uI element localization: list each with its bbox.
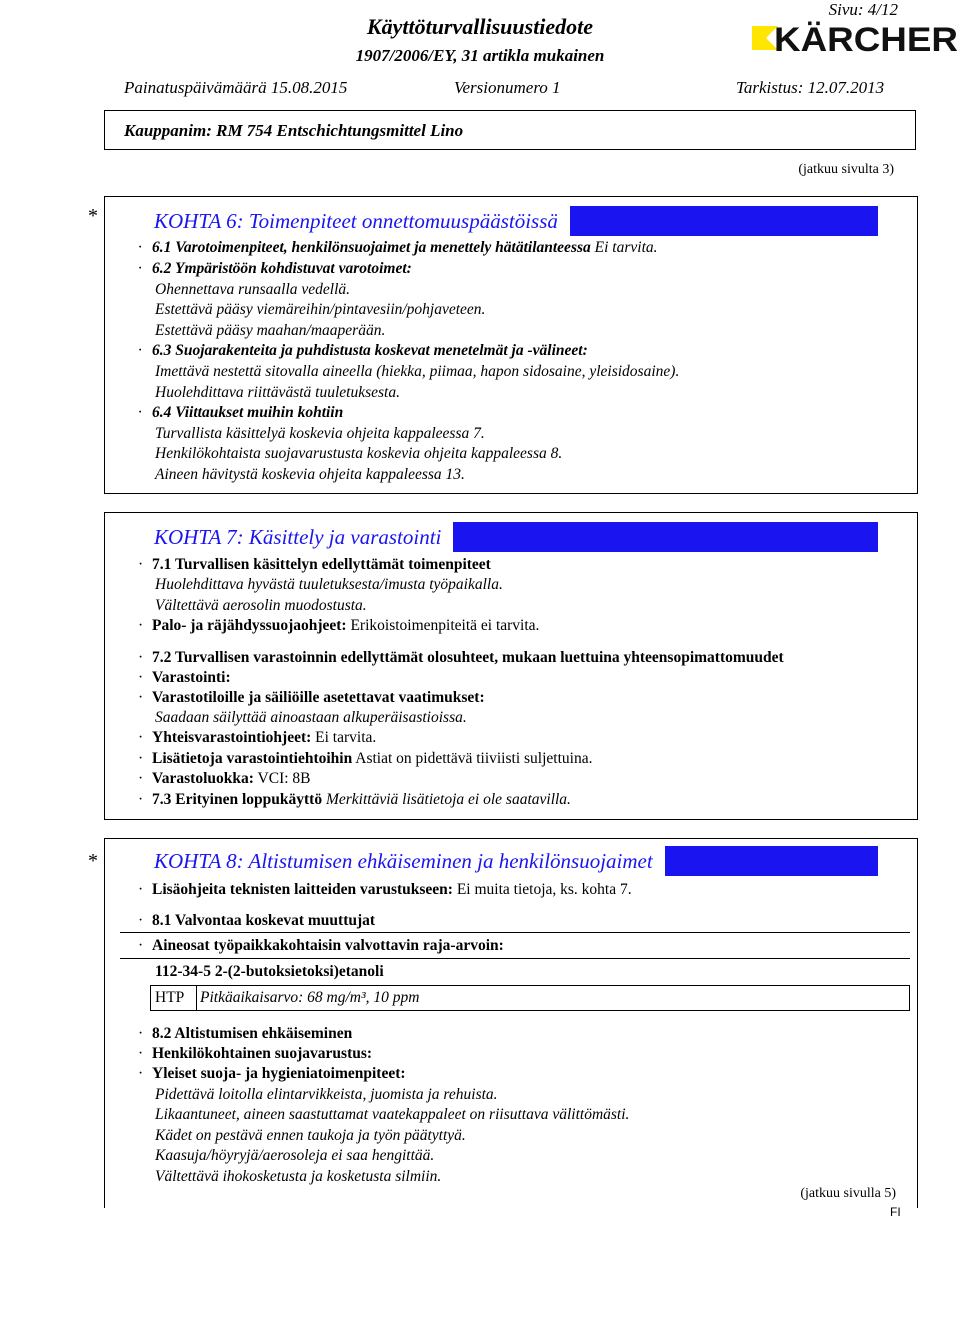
ppe-heading: · Henkilökohtainen suojavarustus: xyxy=(138,1045,373,1062)
item-6-4-line-3: Aineen hävitystä koskevia ohjeita kappaleessa 13. xyxy=(155,466,465,483)
technical-measures: · Lisäohjeita teknisten laitteiden varustukseen: Ei muita tietoja, ks. kohta 7. xyxy=(138,881,632,898)
limit-values-heading: · Aineosat työpaikkakohtaisin valvottavin raja-arvoin: xyxy=(138,937,504,954)
storage-extra: · Lisätietoja varastointiehtoihin Astiat on pidettävä tiiviisti suljettuina. xyxy=(138,750,593,767)
product-name: Kauppanim: RM 754 Entschichtungsmittel Lino xyxy=(124,121,464,140)
section-8-title: KOHTA 8: Altistumisen ehkäiseminen ja henkilönsuojaimet xyxy=(124,846,665,876)
storage-requirements: · Varastotiloille ja säiliöille asetettavat vaatimukset: xyxy=(138,689,485,706)
table-rule xyxy=(120,958,910,959)
svg-text:KÄRCHER: KÄRCHER xyxy=(774,21,958,58)
substance-name: 112-34-5 2-(2-butoksietoksi)etanoli xyxy=(155,963,384,980)
storage-requirements-value: Saadaan säilyttää ainoastaan alkuperäisastioissa. xyxy=(155,709,467,726)
item-7-1: · 7.1 Turvallisen käsittelyn edellyttämät toimenpiteet xyxy=(138,556,491,573)
storage-class: · Varastoluokka: VCI: 8B xyxy=(138,770,311,787)
item-6-4-line-1: Turvallista käsittelyä koskevia ohjeita kappaleessa 7. xyxy=(155,425,485,442)
htp-value: Pitkäaikaisarvo: 68 mg/m³, 10 ppm xyxy=(200,989,420,1006)
item-8-1: · 8.1 Valvontaa koskevat muuttujat xyxy=(138,912,376,929)
item-8-2: · 8.2 Altistumisen ehkäiseminen xyxy=(138,1025,353,1042)
item-6-1: · 6.1 Varotoimenpiteet, henkilönsuojaimet ja menettely hätätilanteessa Ei tarvita. xyxy=(138,239,658,256)
item-6-2-line-3: Estettävä pääsy maahan/maaperään. xyxy=(155,322,386,339)
section-6-title: KOHTA 6: Toimenpiteet onnettomuuspäästöissä xyxy=(124,206,570,236)
item-6-2-line-1: Ohennettava runsaalla vedellä. xyxy=(155,281,350,298)
item-7-1-line-1: Huolehdittava hyvästä tuuletuksesta/imusta työpaikalla. xyxy=(155,576,503,593)
section-6-bar xyxy=(124,206,896,236)
item-7-2: · 7.2 Turvallisen varastoinnin edellyttämät olosuhteet, mukaan luettuina yhteensopimattomuudet xyxy=(138,649,784,666)
section-7-bar xyxy=(124,522,896,552)
joint-storage: · Yhteisvarastointiohjeet: Ei tarvita. xyxy=(138,729,377,746)
document-subtitle: 1907/2006/EY, 31 artikla mukainen xyxy=(355,46,605,65)
change-marker: * xyxy=(88,850,98,872)
hygiene-heading: · Yleiset suoja- ja hygieniatoimenpiteet: xyxy=(138,1065,406,1082)
karcher-logo xyxy=(752,18,960,58)
language-code: FI xyxy=(890,1205,901,1219)
section-7-title: KOHTA 7: Käsittely ja varastointi xyxy=(124,522,453,552)
continued-from: (jatkuu sivulta 3) xyxy=(798,162,894,177)
hygiene-line-2: Likaantuneet, aineen saastuttamat vaatekappaleet on riisuttava välittömästi. xyxy=(155,1106,630,1123)
hygiene-line-3: Kädet on pestävä ennen taukoja ja työn päätyttyä. xyxy=(155,1127,466,1144)
document-title: Käyttöturvallisuustiedote xyxy=(366,14,594,39)
item-6-2: · 6.2 Ympäristöön kohdistuvat varotoimet: xyxy=(138,260,412,277)
item-6-3-line-1: Imettävä nestettä sitovalla aineella (hiekka, piimaa, hapon sidosaine, yleisidosaine). xyxy=(155,363,680,380)
item-6-2-line-2: Estettävä pääsy viemäreihin/pintavesiin/pohjaveteen. xyxy=(155,301,486,318)
print-date: Painatuspäivämäärä 15.08.2015 xyxy=(124,78,348,97)
revision-date: Tarkistus: 12.07.2013 xyxy=(736,78,885,97)
page-number: Sivu: 4/12 xyxy=(828,0,898,19)
change-marker: * xyxy=(88,205,98,227)
hygiene-line-5: Vältettävä ihokosketusta ja kosketusta silmiin. xyxy=(155,1168,442,1185)
item-7-3: · 7.3 Erityinen loppukäyttö Merkittäviä lisätietoja ei ole saatavilla. xyxy=(138,791,571,808)
item-6-3-line-2: Huolehdittava riittävästä tuuletuksesta. xyxy=(155,384,400,401)
continued-to: (jatkuu sivulla 5) xyxy=(800,1186,896,1201)
version-number: Versionumero 1 xyxy=(454,78,561,97)
storage: · Varastointi: xyxy=(138,669,231,686)
item-6-4-line-2: Henkilökohtaista suojavarustusta koskevia ohjeita kappaleessa 8. xyxy=(155,445,563,462)
htp-label: HTP xyxy=(155,989,185,1006)
fire-protection: · Palo- ja räjähdyssuojaohjeet: Erikoistoimenpiteitä ei tarvita. xyxy=(138,617,540,634)
table-rule xyxy=(120,932,910,933)
section-8-bar xyxy=(124,846,896,876)
item-6-3: · 6.3 Suojarakenteita ja puhdistusta koskevat menetelmät ja -välineet: xyxy=(138,342,588,359)
hygiene-line-1: Pidettävä loitolla elintarvikkeista, juomista ja rehuista. xyxy=(155,1086,498,1103)
hygiene-line-4: Kaasuja/höyryjä/aerosoleja ei saa hengittää. xyxy=(155,1147,435,1164)
item-6-4: · 6.4 Viittaukset muihin kohtiin xyxy=(138,404,344,421)
htp-separator xyxy=(196,985,197,1011)
item-7-1-line-2: Vältettävä aerosolin muodostusta. xyxy=(155,597,367,614)
